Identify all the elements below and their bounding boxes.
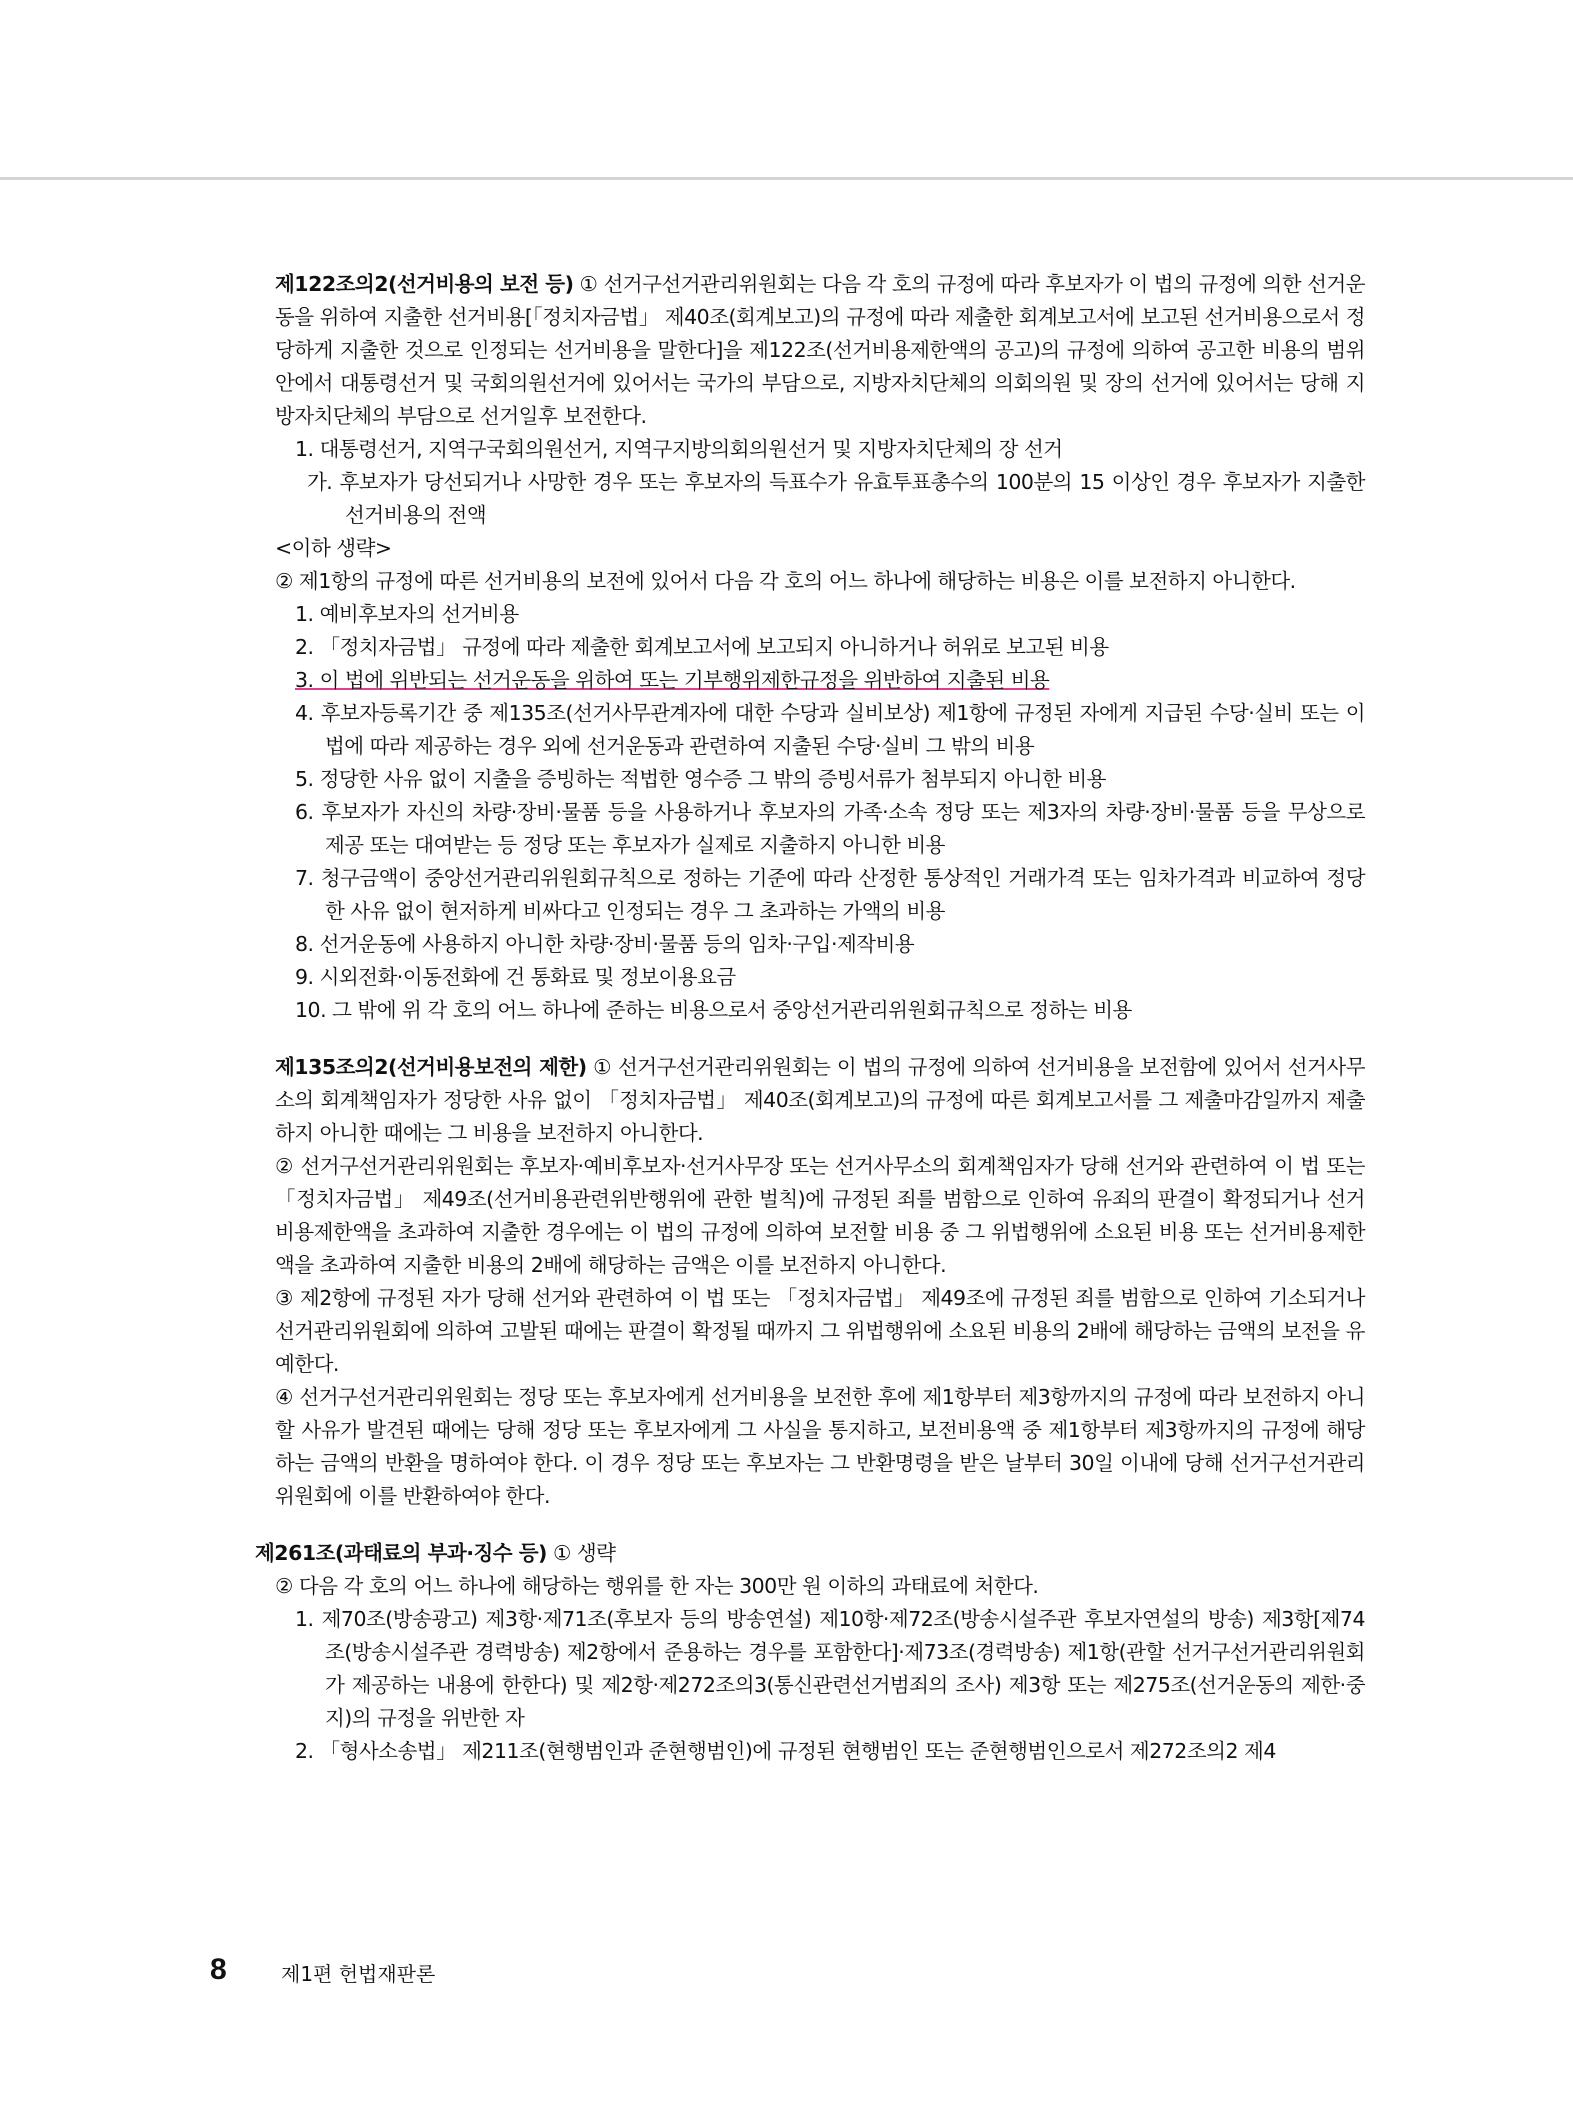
list-item: 2. 「형사소송법」 제211조(현행범인과 준현행범인)에 규정된 현행범인 또는 준현행범인으로서 제272조의2 제4 bbox=[295, 1739, 1276, 1763]
article-135-2-heading: 제135조의2(선거비용보전의 제한) bbox=[275, 1055, 587, 1079]
list-item: 2. 「정치자금법」 규정에 따라 제출한 회계보고서에 보고되지 아니하거나 허위로 보고된 비용 bbox=[295, 635, 1109, 659]
article-122-2-list-1 bbox=[275, 433, 1365, 532]
list-item: 1. 제70조(방송광고) 제3항·제71조(후보자 등의 방송연설) 제10항·제72조(방송시설주관 후보자연설의 방송) 제3항[제74조(방송시설주관 경력방송) 제2항에서 준용하는 경우를 포함한다]·제73조(경력방송) 제1항(관할 선거구선거관리위원회가 제공하는 내용에 한한다) 및 제2항·제272조의3(통신관련선거범죄의 조사) 제3항 또는 제275조(선거운동의 제한·중지)의 규정을 위반한 자 bbox=[295, 1607, 1365, 1730]
page-number: 8 bbox=[210, 1953, 227, 1986]
article-135-2-paragraph-1 bbox=[275, 1051, 1365, 1150]
list-item: 5. 정당한 사유 없이 지출을 증빙하는 적법한 영수증 그 밖의 증빙서류가 첨부되지 아니한 비용 bbox=[295, 767, 1106, 791]
list-subitem: 가. 후보자가 당선되거나 사망한 경우 또는 후보자의 득표수가 유효투표총수의 100분의 15 이상인 경우 후보자가 지출한 선거비용의 전액 bbox=[307, 470, 1365, 527]
article-135-2 bbox=[275, 1051, 1365, 1513]
running-footer-title: 제1편 헌법재판론 bbox=[281, 1962, 436, 1986]
article-135-2-paragraph-2: ② 선거구선거관리위원회는 후보자·예비후보자·선거사무장 또는 선거사무소의 회계책임자가 당해 선거와 관련하여 이 법 또는 「정치자금법」 제49조(선거비용관련위반행위에 관한 벌칙)에 규정된 죄를 범함으로 인하여 유죄의 판결이 확정되거나 선거비용제한액을 초과하여 지출한 경우에는 이 법의 규정에 의하여 보전할 비용 중 그 위법행위에 소요된 비용 또는 선거비용제한액을 초과하여 지출한 비용의 2배에 해당하는 금액은 이를 보전하지 아니한다. bbox=[275, 1154, 1365, 1277]
article-122-2 bbox=[275, 268, 1365, 1027]
list-item: 1. 대통령선거, 지역구국회의원선거, 지역구지방의회의원선거 및 지방자치단체의 장 선거 bbox=[295, 437, 1063, 461]
article-122-2-list-2 bbox=[275, 598, 1365, 1027]
omitted-note: <이하 생략> bbox=[275, 536, 392, 560]
article-135-2-paragraph-3: ③ 제2항에 규정된 자가 당해 선거와 관련하여 이 법 또는 「정치자금법」 제49조에 규정된 죄를 범함으로 인하여 기소되거나 선거관리위원회에 의하여 고발된 때에는 판결이 확정될 때까지 그 위법행위에 소요된 비용의 2배에 해당하는 금액의 보전을 유예한다. bbox=[275, 1286, 1365, 1376]
list-item: 6. 후보자가 자신의 차량·장비·물품 등을 사용하거나 후보자의 가족·소속 정당 또는 제3자의 차량·장비·물품 등을 무상으로 제공 또는 대여받는 등 정당 또는 후보자가 실제로 지출하지 아니한 비용 bbox=[295, 800, 1365, 857]
article-261-list bbox=[255, 1603, 1365, 1768]
article-135-2-paragraph-4: ④ 선거구선거관리위원회는 정당 또는 후보자에게 선거비용을 보전한 후에 제1항부터 제3항까지의 규정에 따라 보전하지 아니할 사유가 발견된 때에는 당해 정당 또는 후보자에게 그 사실을 통지하고, 보전비용액 중 제1항부터 제3항까지의 규정에 해당하는 금액의 반환을 명하여야 한다. 이 경우 정당 또는 후보자는 그 반환명령을 받은 날부터 30일 이내에 당해 선거구선거관리위원회에 이를 반환하여야 한다. bbox=[275, 1385, 1365, 1508]
article-261-para1-text: ① 생략 bbox=[546, 1541, 616, 1565]
article-122-2-paragraph-1 bbox=[275, 268, 1365, 433]
article-261 bbox=[255, 1537, 1365, 1768]
list-item bbox=[275, 664, 1365, 697]
list-item: 4. 후보자등록기간 중 제135조(선거사무관계자에 대한 수당과 실비보상) 제1항에 규정된 자에게 지급된 수당·실비 또는 이 법에 따라 제공하는 경우 외에 선거운동과 관련하여 지출된 수당·실비 그 밖의 비용 bbox=[295, 701, 1365, 758]
article-261-paragraph-1 bbox=[255, 1537, 1365, 1570]
list-item: 10. 그 밖에 위 각 호의 어느 하나에 준하는 비용으로서 중앙선거관리위원회규칙으로 정하는 비용 bbox=[295, 998, 1132, 1022]
list-item: 7. 청구금액이 중앙선거관리위원회규칙으로 정하는 기준에 따라 산정한 통상적인 거래가격 또는 임차가격과 비교하여 정당한 사유 없이 현저하게 비싸다고 인정되는 경우 그 초과하는 가액의 비용 bbox=[295, 866, 1365, 923]
article-122-2-paragraph-2: ② 제1항의 규정에 따른 선거비용의 보전에 있어서 다음 각 호의 어느 하나에 해당하는 비용은 이를 보전하지 아니한다. bbox=[275, 569, 1296, 593]
article-261-paragraph-2: ② 다음 각 호의 어느 하나에 해당하는 행위를 한 자는 300만 원 이하의 과태료에 처한다. bbox=[275, 1574, 1039, 1598]
list-item: 1. 예비후보자의 선거비용 bbox=[295, 602, 519, 626]
header-rule bbox=[0, 177, 1573, 180]
underlined-text: 3. 이 법에 위반되는 선거운동을 위하여 또는 기부행위제한규정을 위반하여 지출된 비용 bbox=[295, 668, 1050, 692]
document-body bbox=[255, 268, 1366, 1792]
list-item: 9. 시외전화·이동전화에 건 통화료 및 정보이용요금 bbox=[295, 965, 736, 989]
list-item: 8. 선거운동에 사용하지 아니한 차량·장비·물품 등의 임차·구입·제작비용 bbox=[295, 932, 915, 956]
article-135-2-para1-text: ① 선거구선거관리위원회는 이 법의 규정에 의하여 선거비용을 보전함에 있어서 선거사무소의 회계책임자가 정당한 사유 없이 「정치자금법」 제40조(회계보고)의 규정에 따른 회계보고서를 그 제출마감일까지 제출하지 아니한 때에는 그 비용을 보전하지 아니한다. bbox=[275, 1055, 1365, 1145]
article-122-2-heading: 제122조의2(선거비용의 보전 등) bbox=[275, 272, 574, 296]
article-261-heading: 제261조(과태료의 부과·징수 등) bbox=[255, 1541, 547, 1565]
article-122-2-intro: ① 선거구선거관리위원회는 다음 각 호의 규정에 따라 후보자가 이 법의 규정에 의한 선거운동을 위하여 지출한 선거비용[「정치자금법」 제40조(회계보고)의 규정에 따라 제출한 회계보고서에 보고된 선거비용으로서 정당하게 지출한 것으로 인정되는 선거비용을 말한다]을 제122조(선거비용제한액의 공고)의 규정에 의하여 공고한 비용의 범위 안에서 대통령선거 및 국회의원선거에 있어서는 국가의 부담으로, 지방자치단체의 의회의원 및 장의 선거에 있어서는 당해 지방자치단체의 부담으로 선거일후 보전한다. bbox=[275, 272, 1366, 428]
